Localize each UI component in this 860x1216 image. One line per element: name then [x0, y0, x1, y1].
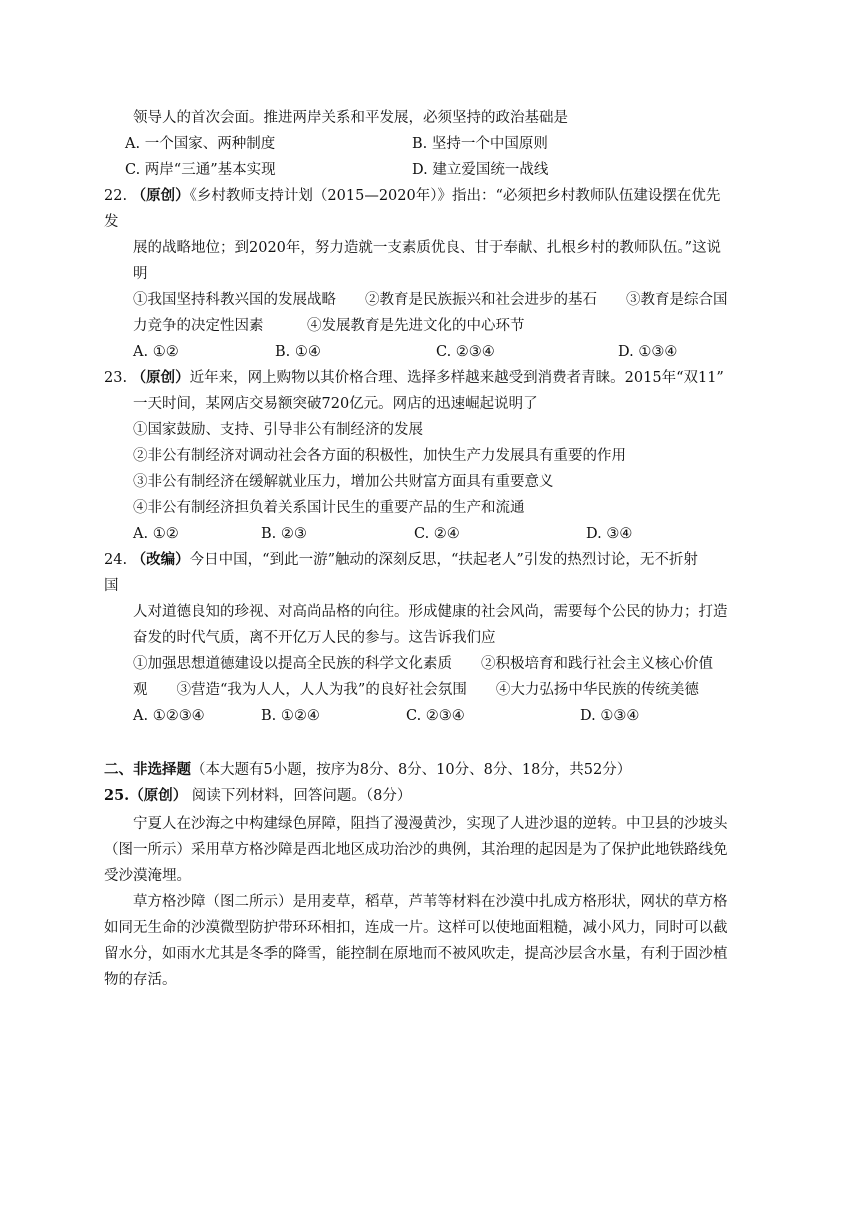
q22-line4: 明 [133, 266, 148, 282]
q23-statement-1: ①国家鼓励、支持、引导非公有制经济的发展 [133, 422, 423, 438]
q22-line1 [104, 186, 720, 206]
q25-header [104, 786, 411, 806]
q23-statement-2: ②非公有制经济对调动社会各方面的积极性，加快生产力发展具有重要的作用 [133, 448, 626, 464]
q21-option-c: C. 两岸“三通”基本实现 [125, 162, 276, 178]
q21-option-b: B. 坚持一个中国原则 [412, 136, 548, 152]
q24-line3: 人对道德良知的珍视、对高尚品格的向往。形成健康的社会风尚，需要每个公民的协力；打造 [133, 604, 728, 620]
q22-option-b: B. ①④ [275, 344, 321, 360]
q23-number: 23. [104, 370, 128, 386]
q25-number: 25. [104, 787, 130, 804]
q24-line1 [104, 550, 698, 570]
q23-statement-3: ③非公有制经济在缓解就业压力，增加公共财富方面具有重要意义 [133, 474, 554, 490]
q23-stem-1: 近年来，网上购物以其价格合理、选择多样越来越受到消费者青睐。2015年“双11” [189, 370, 724, 386]
q22-option-c: C. ②③④ [436, 344, 495, 360]
q24-tag: （改编） [131, 551, 190, 568]
q22-statements-1: ①我国坚持科教兴国的发展战略 ②教育是民族振兴和社会进步的基石 ③教育是综合国 [133, 292, 728, 308]
q22-tag: （原创） [131, 187, 190, 204]
q22-line3: 展的战略地位；到2020年，努力造就一支素质优良、甘于奉献、扎根乡村的教师队伍。”这说 [133, 240, 722, 256]
section-title: 二、非选择题 [104, 761, 191, 778]
section-heading [104, 760, 631, 780]
q21-option-a: A. 一个国家、两种制度 [125, 136, 276, 152]
q24-line2: 国 [104, 578, 119, 594]
q25-paragraph2-line2: 如同无生命的沙漠微型防护带环环相扣，连成一片。这样可以使地面粗糙，减小风力，同时可以截 [104, 920, 728, 936]
q25-paragraph2-line3: 留水分，如雨水尤其是冬季的降雪，能控制在原地而不被风吹走，提高沙层含水量，有利于固沙植 [104, 946, 728, 962]
q22-line2: 发 [104, 214, 119, 230]
q25-prompt: 阅读下列材料，回答问题。（8分） [191, 788, 412, 804]
q22-option-d: D. ①③④ [618, 344, 678, 360]
q23-line2: 一天时间，某网店交易额突破720亿元。网店的迅速崛起说明了 [133, 396, 538, 412]
q25-paragraph1-line2: （图一所示）采用草方格沙障是西北地区成功治沙的典例，其治理的起因是为了保护此地铁路线免 [104, 842, 728, 858]
q23-statement-4: ④非公有制经济担负着关系国计民生的重要产品的生产和流通 [133, 500, 525, 516]
q24-option-d: D. ①③④ [580, 708, 640, 724]
q24-stem-1: 今日中国，“到此一游”触动的深刻反思，“扶起老人”引发的热烈讨论，无不折射 [189, 552, 698, 568]
q25-paragraph1-line3: 受沙漠淹埋。 [104, 868, 191, 884]
q21-stem: 领导人的首次会面。推进两岸关系和平发展，必须坚持的政治基础是 [133, 110, 568, 126]
q23-option-c: C. ②④ [414, 526, 460, 542]
q21-option-d: D. 建立爱国统一战线 [412, 162, 549, 178]
q22-stem-1: 《乡村教师支持计划（2015—2020年）》指出：“必须把乡村教师队伍建设摆在优先 [189, 188, 721, 204]
q24-option-a: A. ①②③④ [133, 708, 205, 724]
q23-line1 [104, 368, 724, 388]
q25-paragraph2-line1: 草方格沙障（图二所示）是用麦草，稻草，芦苇等材料在沙漠中扎成方格形状，网状的草方格 [133, 894, 728, 910]
q22-statements-2: 力竞争的决定性因素 ④发展教育是先进文化的中心环节 [133, 318, 525, 334]
section-description: （本大题有5小题，按序为8分、8分、10分、8分、18分，共52分） [191, 762, 632, 778]
q24-option-b: B. ①②④ [261, 708, 320, 724]
q25-paragraph2-line4: 物的存活。 [104, 972, 177, 988]
q22-number: 22. [104, 188, 128, 204]
q25-paragraph1-line1: 宁夏人在沙海之中构建绿色屏障，阻挡了漫漫黄沙，实现了人进沙退的逆转。中卫县的沙坡头 [133, 816, 728, 832]
q25-tag: （原创） [129, 787, 188, 804]
q23-option-d: D. ③④ [586, 526, 633, 542]
q24-line4: 奋发的时代气质，离不开亿万人民的参与。这告诉我们应 [133, 630, 496, 646]
q23-tag: （原创） [131, 369, 190, 386]
q24-option-c: C. ②③④ [406, 708, 465, 724]
q23-option-b: B. ②③ [261, 526, 307, 542]
q24-statements-2: 观 ③营造“我为人人，人人为我”的良好社会氛围 ④大力弘扬中华民族的传统美德 [133, 682, 699, 698]
q24-number: 24. [104, 552, 128, 568]
q23-option-a: A. ①② [133, 526, 179, 542]
q24-statements-1: ①加强思想道德建设以提高全民族的科学文化素质 ②积极培育和践行社会主义核心价值 [133, 656, 713, 672]
q22-option-a: A. ①② [133, 344, 179, 360]
